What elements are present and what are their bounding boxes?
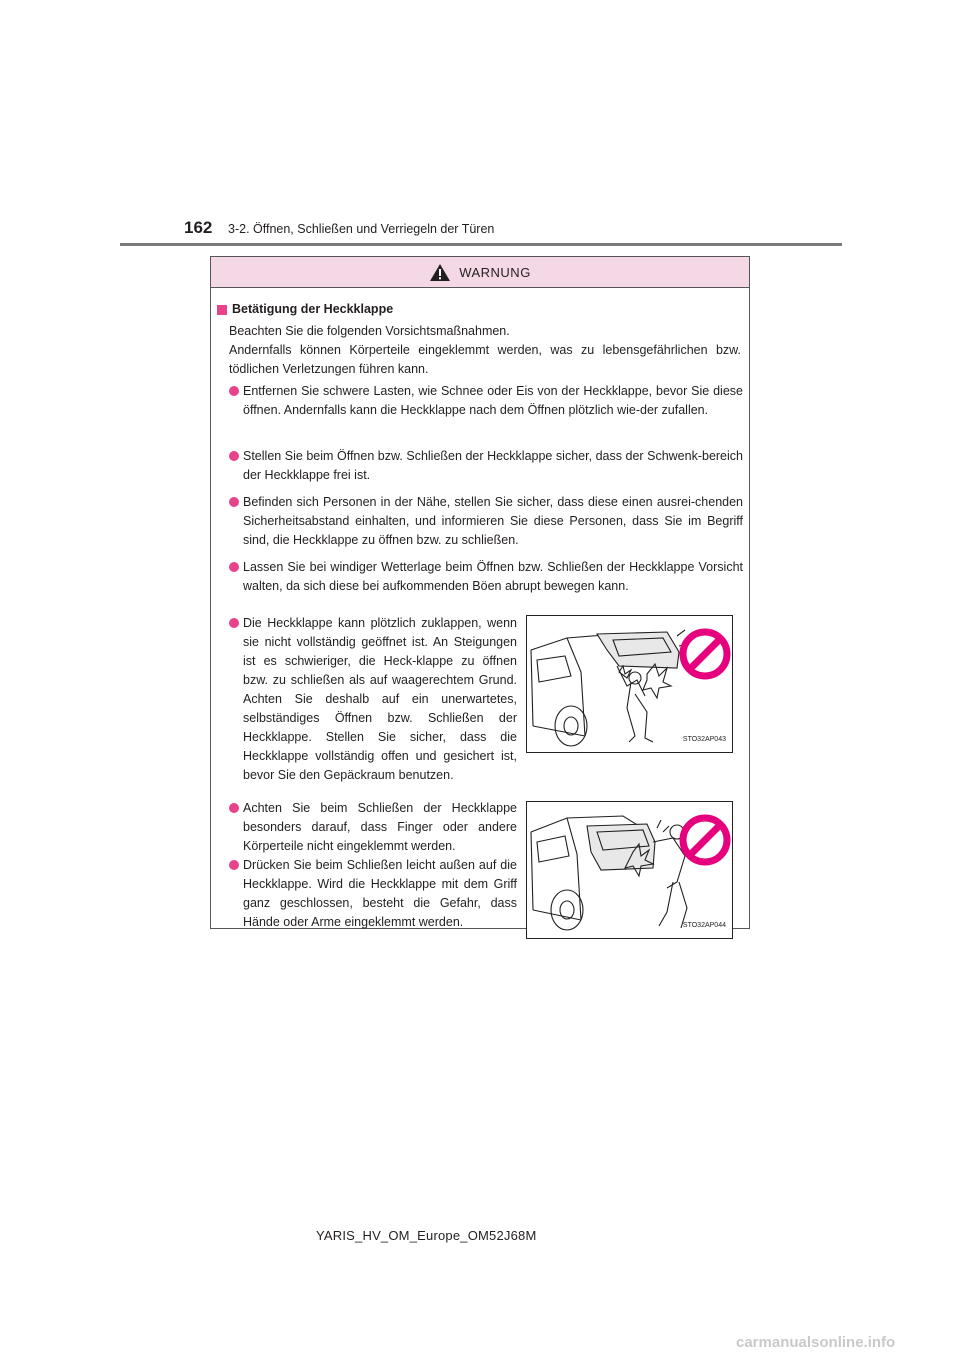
bullet-dot-icon bbox=[229, 386, 239, 396]
bullet-dot-icon bbox=[229, 451, 239, 461]
bullet-dot-icon bbox=[229, 803, 239, 813]
chapter-title: 3-2. Öffnen, Schließen und Verriegeln der Türen bbox=[228, 222, 495, 236]
document-id: YARIS_HV_OM_Europe_OM52J68M bbox=[316, 1228, 537, 1243]
bullet-dot-icon bbox=[229, 618, 239, 628]
bullet-item: Lassen Sie bei windiger Wetterlage beim Öffnen bzw. Schließen der Heckklappe Vorsicht walten, da sich diese bei aufkommenden Böen abrupt bewegen kann. bbox=[229, 558, 743, 596]
bullet-item: Drücken Sie beim Schließen leicht außen auf die Heckklappe. Wird die Heckklappe mit dem Griff ganz geschlossen, besteht die Gefahr, dass Hände oder Arme eingeklemmt werden. bbox=[229, 856, 517, 932]
bullet-item: Entfernen Sie schwere Lasten, wie Schnee oder Eis von der Heckklappe, bevor Sie diese öffnen. Andernfalls kann die Heckklappe nach dem Öffnen plötzlich wie-der zufallen. bbox=[229, 382, 743, 420]
bullet-dot-icon bbox=[229, 562, 239, 572]
header-divider bbox=[120, 243, 842, 246]
bullet-dot-icon bbox=[229, 497, 239, 507]
page-number: 162 bbox=[184, 218, 213, 237]
bullet-item: Stellen Sie beim Öffnen bzw. Schließen der Heckklappe sicher, dass der Schwenk-bereich der Heckklappe frei ist. bbox=[229, 447, 743, 485]
warning-title: WARNUNG bbox=[459, 264, 531, 280]
watermark: carmanualsonline.info bbox=[736, 1334, 896, 1351]
warning-triangle-icon bbox=[429, 263, 451, 282]
bullet-item: Achten Sie beim Schließen der Heckklappe besonders darauf, dass Finger oder andere Körperteile nicht eingeklemmt werden. bbox=[229, 799, 517, 856]
section-heading bbox=[217, 300, 393, 319]
section-title: Betätigung der Heckklappe bbox=[232, 302, 394, 316]
bullet-item: Befinden sich Personen in der Nähe, stellen Sie sicher, dass diese einen ausrei-chenden Sicherheitsabstand einhalten, und informieren Sie diese Personen, dass Sie im Begriff sind, die Heckklappe zu öffnen bzw. zu schließen. bbox=[229, 493, 743, 550]
intro-line-2: Andernfalls können Körperteile eingeklemmt werden, was zu lebensgefährlichen bzw. tödlichen Verletzungen führen kann. bbox=[229, 343, 741, 376]
illustration-code: STO32AP044 bbox=[682, 922, 726, 929]
intro-line-1: Beachten Sie die folgenden Vorsichtsmaßnahmen. bbox=[229, 324, 510, 338]
bullet-item: Die Heckklappe kann plötzlich zuklappen, wenn sie nicht vollständig geöffnet ist. An Steigungen ist es schwieriger, die Heck-klappe zu öffnen bzw. zu schließen als auf waagerechtem Grund. Achten Sie deshalb auf ein unerwartetes, selbständiges Öffnen bzw. Schließen der Heckklappe. Stellen Sie sicher, dass die Heckklappe vollständig offen und gesichert ist, bevor Sie den Gepäckraum benutzen. bbox=[229, 614, 517, 785]
square-bullet-icon bbox=[217, 305, 227, 315]
warning-header bbox=[211, 257, 749, 288]
bullet-dot-icon bbox=[229, 860, 239, 870]
illustration-tailgate-closing bbox=[526, 801, 733, 939]
intro-text bbox=[229, 322, 741, 379]
warning-box bbox=[210, 256, 750, 929]
illustration-code: STO32AP043 bbox=[682, 736, 726, 743]
illustration-tailgate-falling bbox=[526, 615, 733, 753]
